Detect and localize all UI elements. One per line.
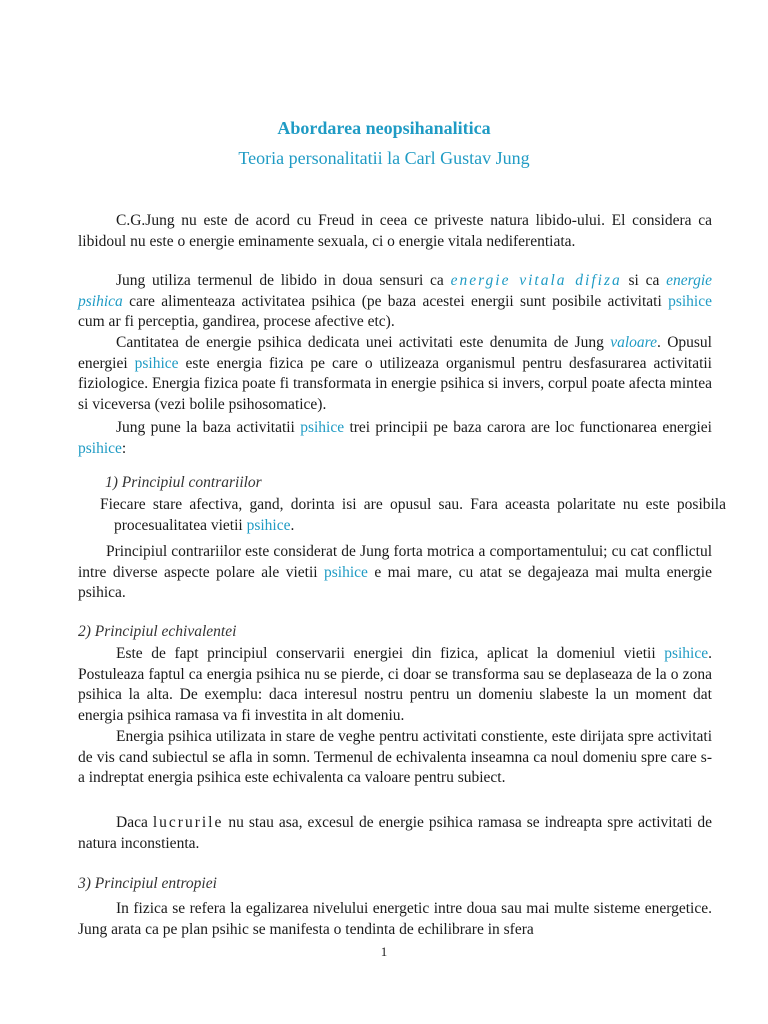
section-heading-3: 3) Principiul entropiei <box>78 875 217 892</box>
paragraph-1 <box>78 211 712 252</box>
text-run: e mai mare, cu atat se degajeaza mai multa energie psihica. <box>78 563 712 601</box>
text-run: . Opusul energiei <box>78 334 712 372</box>
link-psihice[interactable]: psihice <box>668 292 712 310</box>
text-run: si ca <box>621 272 667 289</box>
paragraph-8 <box>78 727 712 789</box>
term-energie-psihica: energie psihica <box>78 272 713 310</box>
paragraph-5 <box>100 495 726 536</box>
text-run: Fiecare stare afectiva, gand, dorinta isi are opusul sau. Fara aceasta polaritate nu este posibila procesualitatea vietii <box>100 496 726 534</box>
text-run: care alimenteaza activitatea psihica (pe baza acestei energii sunt posibile activitati <box>122 292 669 310</box>
paragraph-3 <box>78 333 712 415</box>
text-run: Principiul contrariilor este considerat de Jung forta motrica a comportamentului; cu cat conflictul intre diverse aspecte polare ale vietii <box>78 543 712 581</box>
paragraph-8-text: Energia psihica utilizata in stare de veghe pentru activitati constiente, este dirijata spre activitati de vis cand subiectul se afla in somn. Termenul de echivalenta inseamna ca noul domeniu spre care s-a indreptat energia psihica este echivalenta ca valoare pentru subiect. <box>78 728 712 786</box>
text-run: . Postuleaza faptul ca energia psihica nu se pierde, ci doar se transforma sau se deplaseaza de la o zona psihica la alta. De exemplu: daca interesul nostru pentru un domeniu slabeste la un moment dat energia psihica ramasa va fi investita in alt domeniu. <box>78 645 712 724</box>
link-psihice[interactable]: psihice <box>78 439 122 457</box>
text-run: Daca <box>116 814 153 831</box>
link-psihice[interactable]: psihice <box>300 419 345 436</box>
page-number: 1 <box>380 944 388 959</box>
section-heading-2: 2) Principiul echivalentei <box>78 623 237 640</box>
term-lucrurile: lucrurile <box>152 814 224 831</box>
link-psihice[interactable]: psihice <box>134 354 179 372</box>
document-title: Abordarea neopsihanalitica <box>277 118 491 138</box>
text-run: Jung utiliza termenul de libido in doua sensuri ca <box>116 272 451 289</box>
text-run: Cantitatea de energie psihica dedicata unei activitati este denumita de Jung <box>116 334 611 351</box>
text-run: trei principii pe baza carora are loc functionarea energiei <box>344 419 712 436</box>
text-run: este energia fizica pe care o utilizeaza organismul pentru desfasurarea activitatii fiziologice. Energia fizica poate fi transformata in energie psihica si invers, corpul poate afecta mintea si viceversa (vezi bolile psihosomatice). <box>78 354 712 413</box>
paragraph-2 <box>78 271 712 333</box>
link-psihice[interactable]: psihice <box>664 645 709 662</box>
text-run: : <box>121 439 127 457</box>
link-psihice[interactable]: psihice <box>323 563 368 581</box>
link-psihice[interactable]: psihice <box>246 516 291 534</box>
text-run: . <box>290 516 295 534</box>
text-run: nu stau asa, excesul de energie psihica ramasa se indreapta spre activitati de natura inconstienta. <box>78 814 712 852</box>
section-heading-1: 1) Principiul contrariilor <box>105 474 262 491</box>
paragraph-6 <box>78 542 712 604</box>
paragraph-7 <box>78 644 712 726</box>
paragraph-4 <box>78 418 712 459</box>
paragraph-10-text: In fizica se refera la egalizarea nivelului energetic intre doua sau mai multe sisteme energetice. Jung arata ca pe plan psihic se manifesta o tendinta de echilibrare in sfera <box>78 900 712 938</box>
text-run: Jung pune la baza activitatii <box>116 419 301 436</box>
text-run: Este de fapt principiul conservarii energiei din fizica, aplicat la domeniul vietii <box>116 645 665 662</box>
paragraph-1-text: C.G.Jung nu este de acord cu Freud in ceea ce priveste natura libido-ului. El considera ca libidoul nu este o energie eminamente sexuala, ci o energie vitala nediferentiata. <box>78 212 712 250</box>
paragraph-9 <box>78 813 712 854</box>
document-subtitle: Teoria personalitatii la Carl Gustav Jung <box>238 148 530 168</box>
text-run: cum ar fi perceptia, gandirea, procese afective etc). <box>78 313 395 330</box>
paragraph-10 <box>78 899 712 940</box>
term-energie-vitala: energie vitala difiza <box>450 272 622 289</box>
term-valoare: valoare <box>610 334 658 351</box>
